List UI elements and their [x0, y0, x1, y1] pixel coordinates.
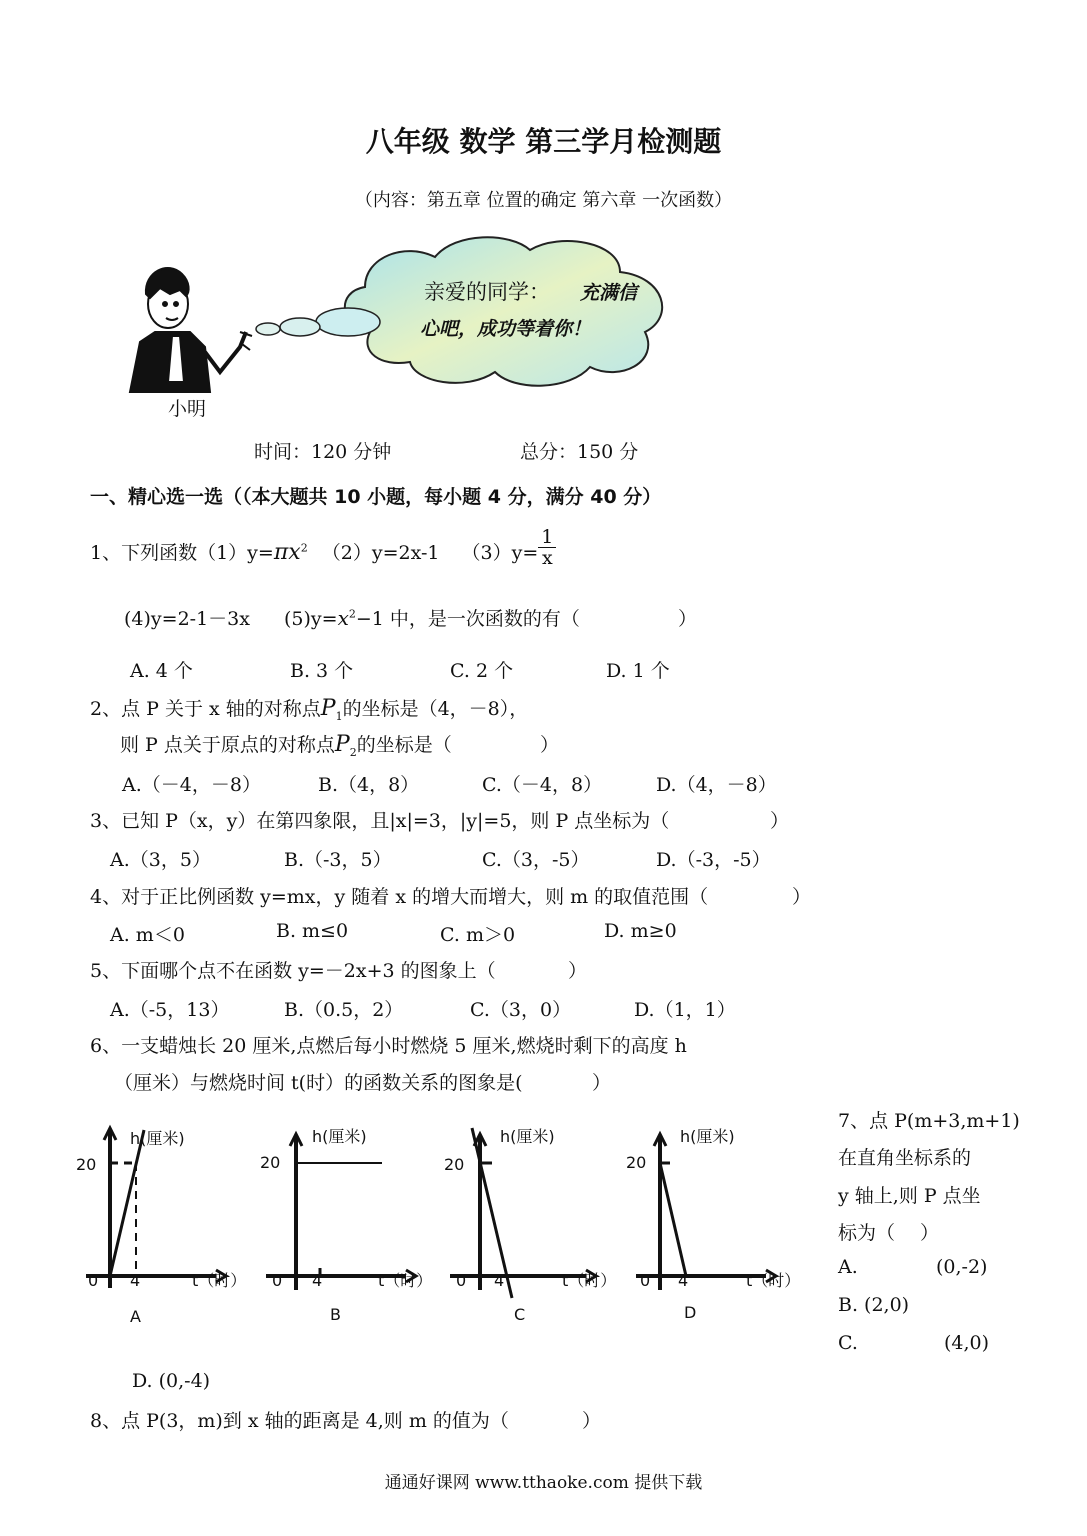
- q3-option-a: A.（3，5）: [110, 849, 211, 871]
- q1-line2: [124, 604, 580, 631]
- graph-c-label: C: [514, 1305, 526, 1324]
- q3-bracket-end: ）: [770, 810, 790, 832]
- q4-bracket-end: ）: [792, 886, 812, 908]
- graph-a: [86, 1128, 226, 1288]
- q1-line2-d: −1 中，是一次函数的有（: [355, 608, 580, 630]
- q7-line3: y 轴上,则 P 点坐: [838, 1185, 981, 1207]
- graph-c-origin: 0: [456, 1271, 467, 1290]
- graph-b-y-tick: 20: [260, 1153, 281, 1172]
- graph-b-label: B: [330, 1305, 341, 1324]
- q7-option-a-value: (0,-2): [936, 1256, 988, 1278]
- q5-option-c: C.（3，0）: [470, 999, 572, 1021]
- graph-d-y-tick: 20: [626, 1153, 647, 1172]
- graph-a-x-axis-label: t（时）: [192, 1271, 247, 1290]
- q1-option-a: A. 4 个: [130, 660, 193, 682]
- q2-line1: [90, 694, 528, 723]
- bubble-text-line2: 心吧，成功等着你！: [420, 318, 592, 340]
- graph-d-origin: 0: [640, 1271, 651, 1290]
- q2-p2-sub: 2: [349, 745, 357, 759]
- q1-stem-c: （3）y=: [461, 542, 539, 564]
- graph-b-x-tick: 4: [312, 1271, 323, 1290]
- q7-line2: 在直角坐标系的: [838, 1147, 972, 1169]
- graph-a-x-tick: 4: [130, 1271, 141, 1290]
- q1-line2-b: (5)y=: [284, 608, 338, 630]
- q2-option-b: B.（4，8）: [318, 774, 420, 796]
- graph-c-x-tick: 4: [494, 1271, 505, 1290]
- q3-stem: 3、已知 P（x，y）在第四象限，且|x|=3，|y|=5，则 P 点坐标为（: [90, 810, 670, 832]
- q1-stem-a: 1、下列函数（1）y=: [90, 542, 274, 564]
- graph-a-label: A: [130, 1307, 141, 1326]
- q1-line1: [90, 525, 556, 569]
- exam-total: 总分：150 分: [520, 441, 639, 463]
- q4-option-b: B. m≤0: [276, 920, 349, 942]
- graph-b-x-axis-label: t（时）: [378, 1271, 433, 1290]
- graph-a-origin: 0: [88, 1271, 99, 1290]
- graph-d: [636, 1134, 776, 1290]
- q2-line2-a: 则 P 点关于原点的对称点: [120, 734, 335, 756]
- q2-option-a: A.（－4，－8）: [122, 774, 261, 796]
- bubble-text-line1b: 充满信: [580, 282, 638, 304]
- character-xiaoming: [130, 268, 252, 392]
- graph-d-label: D: [684, 1303, 697, 1322]
- graph-a-y-tick: 20: [76, 1155, 97, 1174]
- q2-line2-b: 的坐标是（: [356, 734, 452, 756]
- q1-pi-x: πx: [273, 540, 301, 565]
- speech-cloud: [345, 237, 662, 385]
- q7-option-a-label: A.: [838, 1256, 858, 1278]
- q7-line1: 7、点 P(m+3,m+1): [838, 1110, 1020, 1132]
- q2-line1-a: 2、点 P 关于 x 轴的对称点: [90, 698, 321, 720]
- graph-c-y-axis-label: h(厘米): [500, 1127, 555, 1146]
- q3-option-d: D.（-3，-5）: [656, 849, 771, 871]
- graph-d-x-axis-label: t（时）: [746, 1271, 801, 1290]
- graph-b: [266, 1134, 416, 1290]
- q1-stem-b: （2）y=2x-1: [321, 542, 440, 564]
- graph-c-y-tick: 20: [444, 1155, 465, 1174]
- q6-line2: （厘米）与燃烧时间 t(时）的函数关系的图象是(: [114, 1072, 523, 1094]
- exam-time: 时间：120 分钟: [254, 441, 392, 463]
- q3-option-b: B.（-3，5）: [284, 849, 392, 871]
- q1-bracket-end: ）: [678, 608, 698, 630]
- q5-option-a: A.（-5，13）: [110, 999, 230, 1021]
- q7-line4: 标为（ ）: [838, 1222, 940, 1244]
- q2-p1-sub: 1: [335, 709, 343, 723]
- graph-b-origin: 0: [272, 1271, 283, 1290]
- character-name: 小明: [168, 398, 207, 420]
- q1-option-c: C. 2 个: [450, 660, 514, 682]
- q6-graphs: [76, 1118, 826, 1338]
- q4-option-c: C. m＞0: [440, 924, 516, 946]
- graph-b-y-axis-label: h(厘米): [312, 1127, 367, 1146]
- q7-option-b: B. (2,0): [838, 1294, 910, 1316]
- page-title: 八年级 数学 第三学月检测题: [365, 125, 722, 158]
- q4-option-a: A. m＜0: [110, 924, 185, 946]
- q1-fraction: [538, 527, 556, 568]
- section-heading: 一、精心选一选（（本大题共 10 小题，每小题 4 分，满分 40 分）: [90, 486, 662, 508]
- q4-stem: 4、对于正比例函数 y=mx，y 随着 x 的增大而增大，则 m 的取值范围（: [90, 886, 709, 908]
- q5-bracket-end: ）: [568, 960, 588, 982]
- q7-option-d: D. (0,-4): [132, 1370, 211, 1392]
- q1-option-d: D. 1 个: [606, 660, 670, 682]
- graph-c-x-axis-label: t（时）: [562, 1271, 617, 1290]
- q4-option-d: D. m≥0: [604, 920, 677, 942]
- q1-sup-2: 2: [348, 607, 356, 621]
- q2-line2: [120, 730, 452, 759]
- q2-line1-b: 的坐标是（4，－8），: [342, 698, 529, 720]
- bubble-text-line1: 亲爱的同学：: [424, 280, 550, 304]
- q8-stem: 8、点 P(3，m)到 x 轴的距离是 4,则 m 的值为（: [90, 1410, 509, 1432]
- q1-line2-x: x: [337, 606, 349, 630]
- cartoon-illustration: [120, 232, 700, 422]
- q2-p1: P: [320, 696, 336, 721]
- q5-option-d: D.（1，1）: [634, 999, 736, 1021]
- q2-bracket-end: ）: [540, 734, 560, 756]
- page-footer: 通通好课网 www.tthaoke.com 提供下载: [384, 1473, 703, 1493]
- q8-bracket-end: ）: [582, 1410, 602, 1432]
- q1-frac-den: x: [541, 546, 553, 569]
- graph-d-x-tick: 4: [678, 1271, 689, 1290]
- graph-d-y-axis-label: h(厘米): [680, 1127, 735, 1146]
- q2-option-c: C.（－4，8）: [482, 774, 603, 796]
- q1-line2-a: (4)y=2-1－3x: [124, 608, 250, 630]
- q5-stem: 5、下面哪个点不在函数 y=－2x+3 的图象上（: [90, 960, 496, 982]
- q6-bracket-end: ）: [592, 1072, 612, 1094]
- q6-line1: 6、一支蜡烛长 20 厘米,点燃后每小时燃烧 5 厘米,燃烧时剩下的高度 h: [90, 1035, 687, 1057]
- graph-a-y-axis-label: h(厘米): [130, 1129, 185, 1148]
- q2-p2: P: [334, 732, 350, 757]
- q7-option-c-label: C.: [838, 1332, 858, 1354]
- page-subtitle: （内容：第五章 位置的确定 第六章 一次函数）: [354, 190, 733, 211]
- q1-option-b: B. 3 个: [290, 660, 354, 682]
- q5-option-b: B.（0.5，2）: [284, 999, 404, 1021]
- q1-frac-num: 1: [538, 527, 556, 548]
- q2-option-d: D.（4，－8）: [656, 774, 777, 796]
- q1-sup-1: 2: [300, 541, 308, 555]
- q7-option-c-value: (4,0): [944, 1332, 990, 1354]
- q3-option-c: C.（3，-5）: [482, 849, 590, 871]
